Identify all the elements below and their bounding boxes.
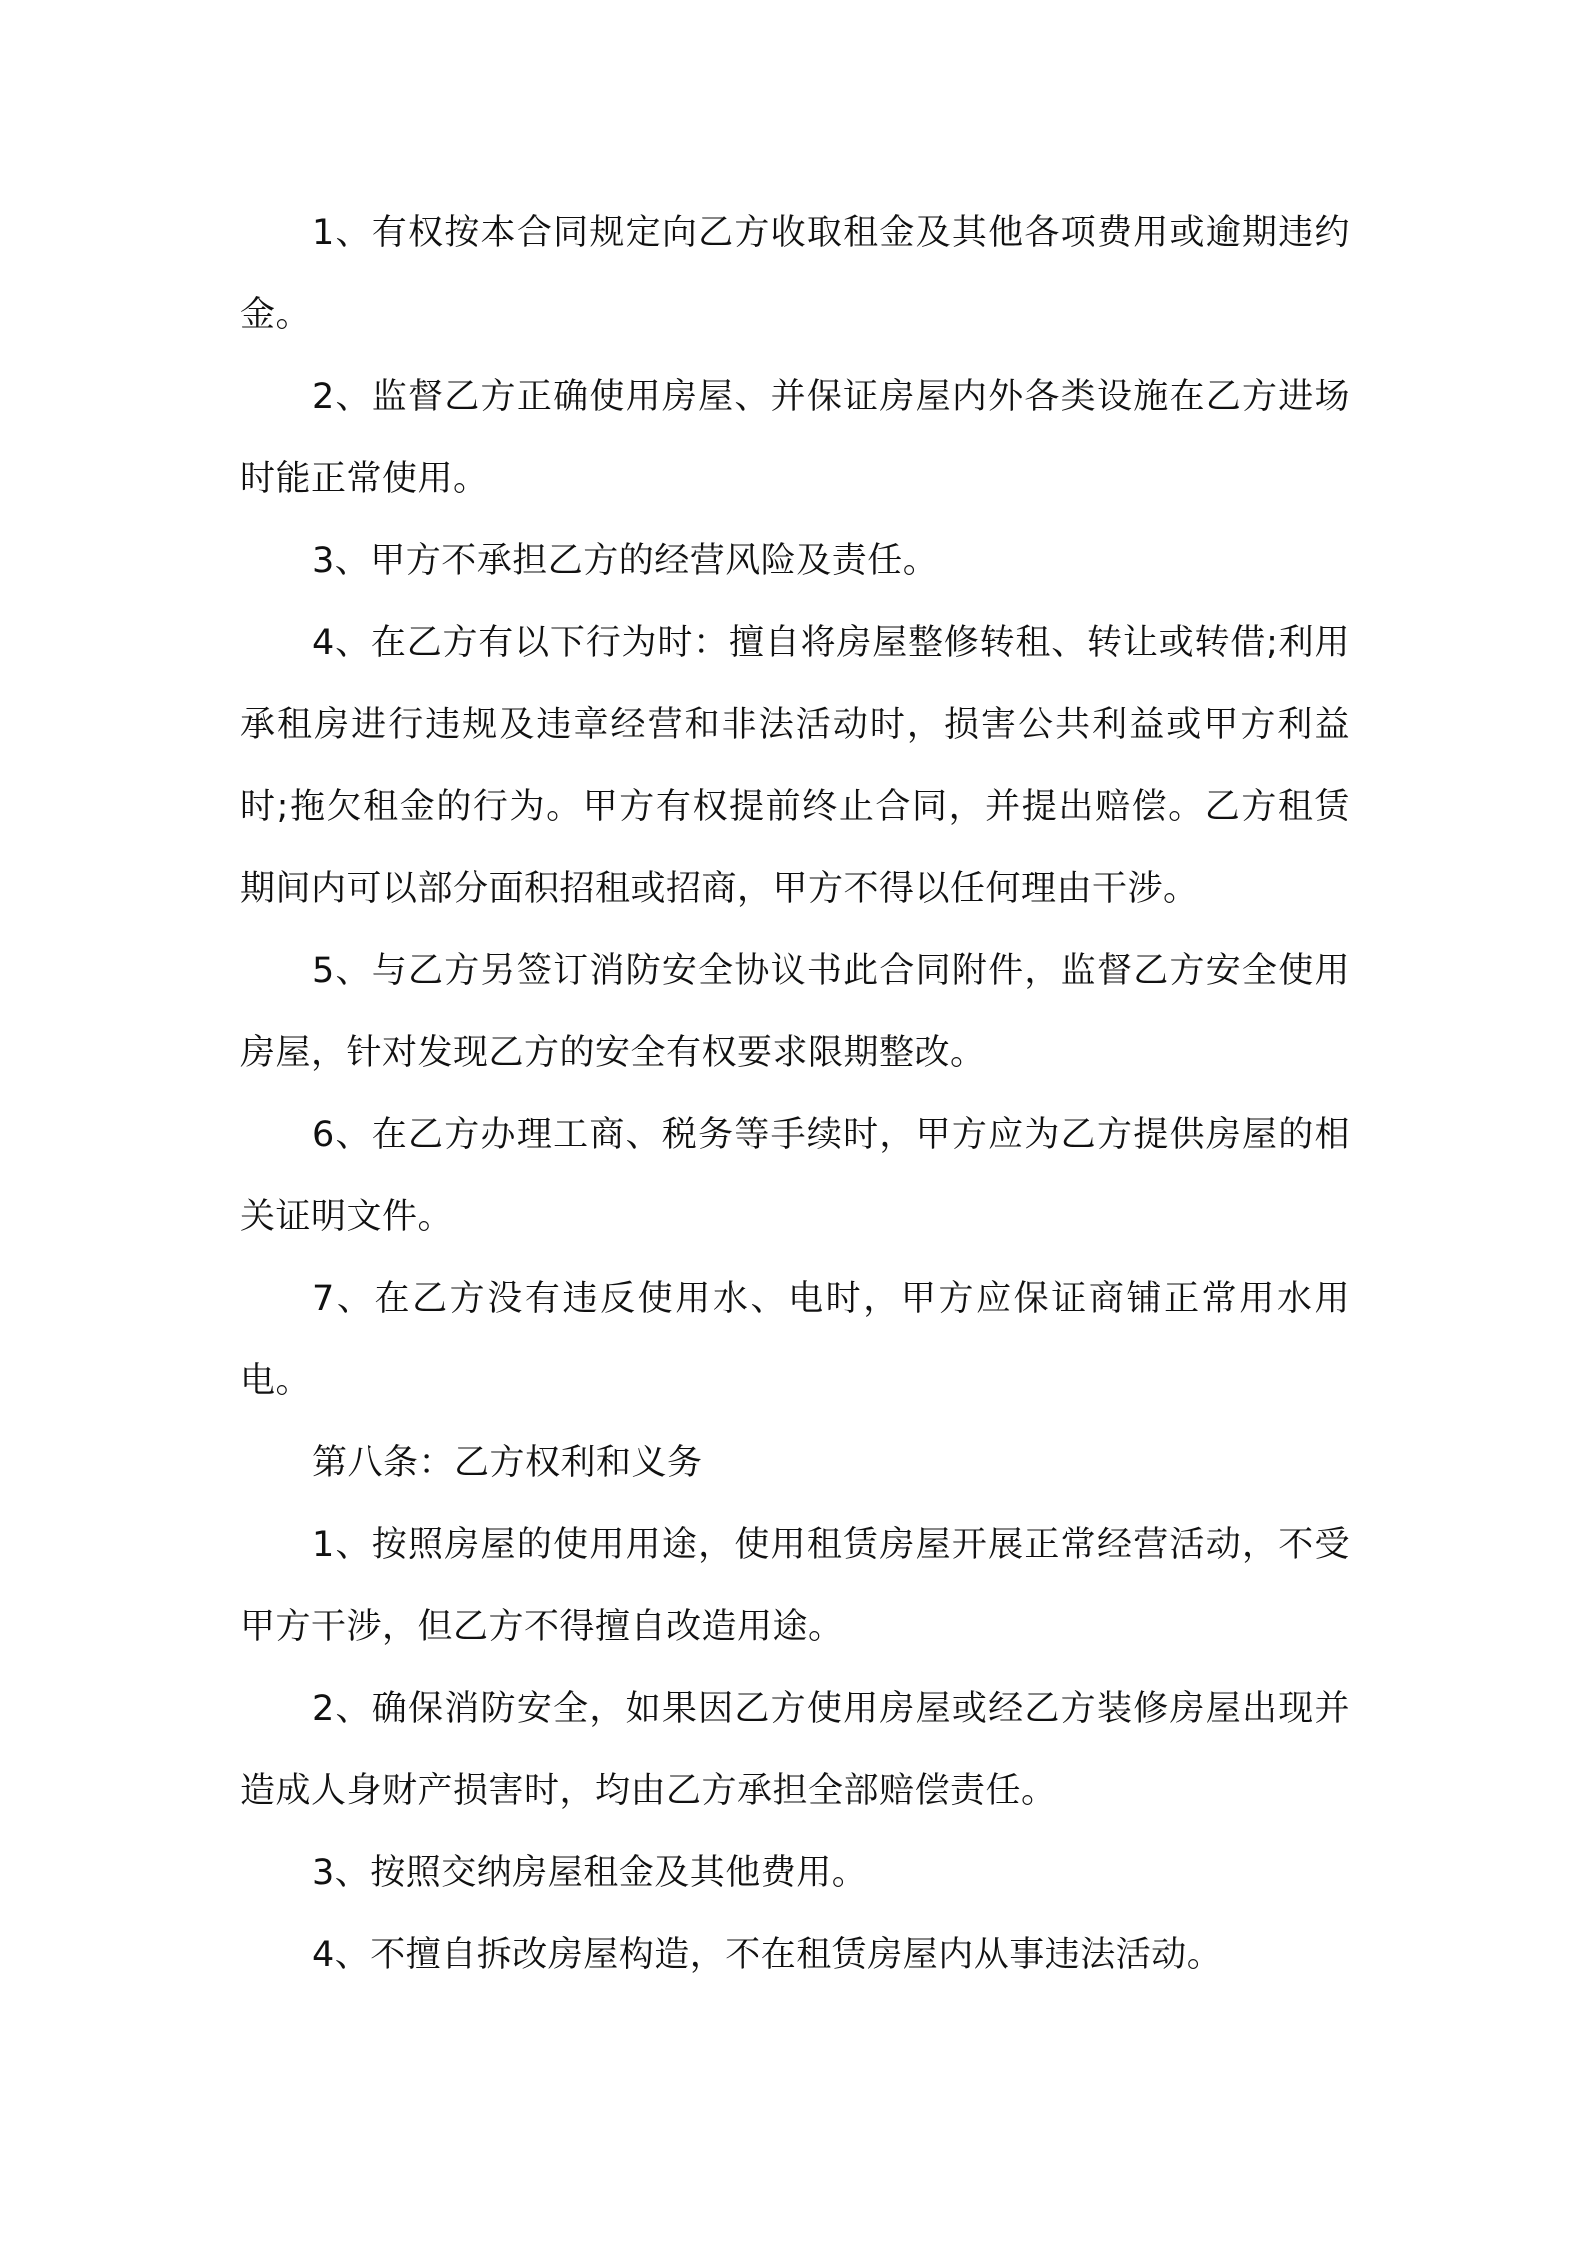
lessor-clause-5: 5、与乙方另签订消防安全协议书此合同附件，监督乙方安全使用房屋，针对发现乙方的安全有权要求限期整改。 <box>240 951 1350 1073</box>
lessor-clause-4: 4、在乙方有以下行为时：擅自将房屋整修转租、转让或转借;利用承租房进行违规及违章经营和非法活动时，损害公共利益或甲方利益时;拖欠租金的行为。甲方有权提前终止合同，并提出赔偿。乙方租赁期间内可以部分面积招租或招商，甲方不得以任何理由干涉。 <box>240 623 1350 909</box>
article-eight-heading: 第八条：乙方权利和义务 <box>312 1443 703 1483</box>
lessor-clause-7: 7、在乙方没有违反使用水、电时，甲方应保证商铺正常用水用电。 <box>240 1279 1350 1401</box>
lessee-clause-2: 2、确保消防安全，如果因乙方使用房屋或经乙方装修房屋出现并造成人身财产损害时，均由乙方承担全部赔偿责任。 <box>240 1689 1350 1811</box>
lessor-clause-3: 3、甲方不承担乙方的经营风险及责任。 <box>312 541 939 581</box>
document-body <box>240 192 1350 1996</box>
lessor-clause-2: 2、监督乙方正确使用房屋、并保证房屋内外各类设施在乙方进场时能正常使用。 <box>240 377 1350 499</box>
lessee-clause-4: 4、不擅自拆改房屋构造，不在租赁房屋内从事违法活动。 <box>312 1935 1223 1975</box>
lessee-clause-3: 3、按照交纳房屋租金及其他费用。 <box>312 1853 868 1893</box>
lessor-clause-6: 6、在乙方办理工商、税务等手续时，甲方应为乙方提供房屋的相关证明文件。 <box>240 1115 1350 1237</box>
lessor-clause-1: 1、有权按本合同规定向乙方收取租金及其他各项费用或逾期违约金。 <box>240 213 1350 335</box>
lessee-clause-1: 1、按照房屋的使用用途，使用租赁房屋开展正常经营活动，不受甲方干涉，但乙方不得擅自改造用途。 <box>240 1525 1350 1647</box>
